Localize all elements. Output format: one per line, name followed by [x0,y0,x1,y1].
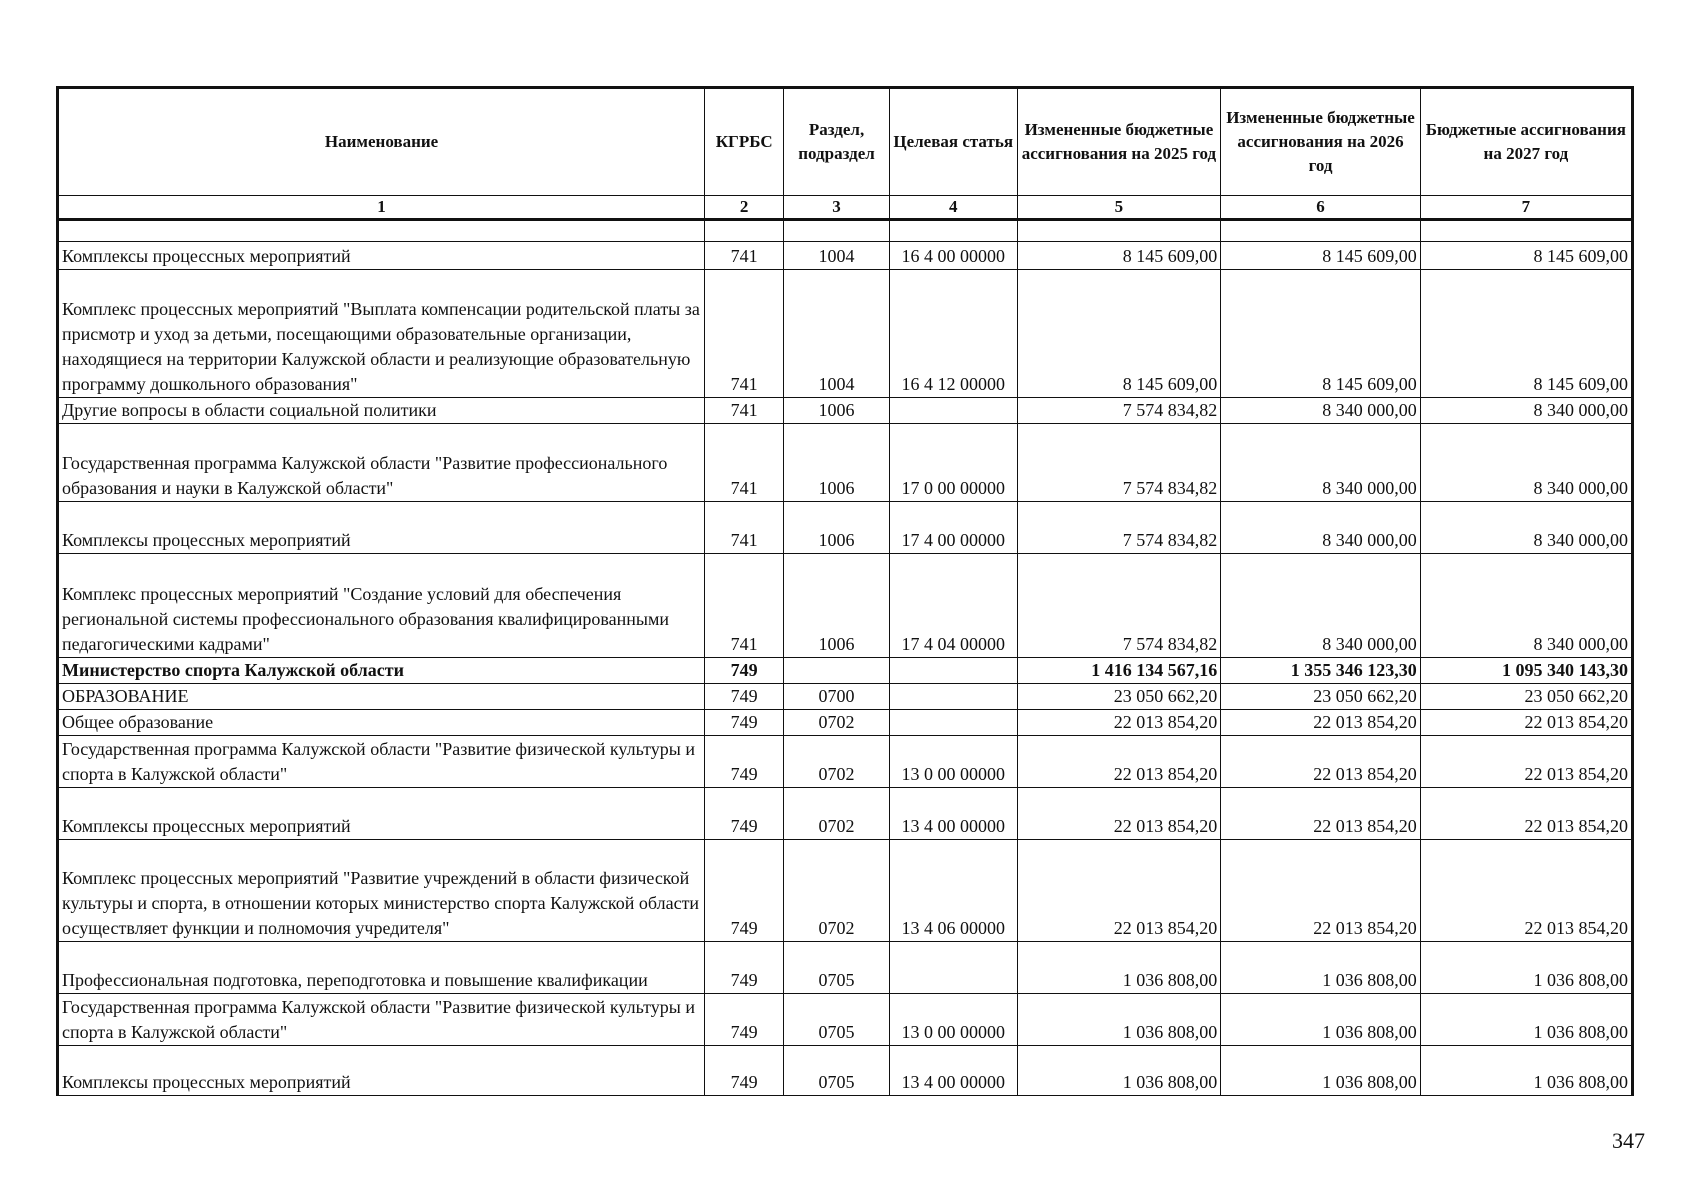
row-value-2025: 22 013 854,20 [1017,710,1221,736]
row-kgrbs: 749 [705,994,784,1046]
row-value-2026: 1 355 346 123,30 [1221,658,1421,684]
table-row [58,684,1633,710]
table-row [58,242,1633,270]
row-section: 0705 [784,994,890,1046]
table-row [58,424,1633,502]
row-name: Государственная программа Калужской области "Развитие физической культуры и спорта в Калужской области" [58,994,705,1046]
row-kgrbs: 741 [705,554,784,658]
row-target [889,658,1017,684]
row-name: Государственная программа Калужской области "Развитие профессионального образования и науки в Калужской области" [58,424,705,502]
col-number: 3 [784,196,890,220]
row-kgrbs: 741 [705,424,784,502]
row-value-2027: 8 340 000,00 [1420,424,1632,502]
col-number: 5 [1017,196,1221,220]
row-section: 1006 [784,554,890,658]
row-value-2026: 8 340 000,00 [1221,502,1421,554]
row-kgrbs: 749 [705,788,784,840]
col-number: 7 [1420,196,1632,220]
row-kgrbs: 741 [705,270,784,398]
row-value-2027: 23 050 662,20 [1420,684,1632,710]
row-kgrbs: 749 [705,658,784,684]
header-kgrbs: КГРБС [705,88,784,196]
row-value-2027: 1 036 808,00 [1420,994,1632,1046]
row-value-2027: 1 036 808,00 [1420,942,1632,994]
row-name: Комплексы процессных мероприятий [58,502,705,554]
header-target: Целевая статья [889,88,1017,196]
row-value-2026: 1 036 808,00 [1221,994,1421,1046]
row-value-2025: 1 036 808,00 [1017,942,1221,994]
table-row [58,942,1633,994]
spacer-row [58,220,1633,242]
table-row [58,788,1633,840]
row-section: 1004 [784,242,890,270]
row-value-2026: 8 145 609,00 [1221,242,1421,270]
row-target: 13 4 00 00000 [889,788,1017,840]
row-name: Комплекс процессных мероприятий "Развитие учреждений в области физической культуры и спорта, в отношении которых министерство спорта Калужской области осуществляет функции и полномочия учредителя" [58,840,705,942]
row-value-2025: 8 145 609,00 [1017,270,1221,398]
row-name: Комплексы процессных мероприятий [58,788,705,840]
row-target: 16 4 00 00000 [889,242,1017,270]
row-target [889,398,1017,424]
row-value-2027: 8 145 609,00 [1420,242,1632,270]
row-value-2025: 7 574 834,82 [1017,398,1221,424]
row-value-2027: 8 340 000,00 [1420,502,1632,554]
row-target: 13 4 00 00000 [889,1046,1017,1096]
row-target [889,942,1017,994]
row-section: 0702 [784,840,890,942]
row-target [889,684,1017,710]
row-name: ОБРАЗОВАНИЕ [58,684,705,710]
row-value-2027: 22 013 854,20 [1420,840,1632,942]
row-name: Комплекс процессных мероприятий "Создание условий для обеспечения региональной системы профессионального образования квалифицированными педагогическими кадрами" [58,554,705,658]
header-section: Раздел, подраздел [784,88,890,196]
col-number: 1 [58,196,705,220]
table-row [58,736,1633,788]
row-value-2027: 8 145 609,00 [1420,270,1632,398]
row-value-2026: 22 013 854,20 [1221,840,1421,942]
row-value-2025: 1 036 808,00 [1017,994,1221,1046]
header-2027: Бюджетные ассигнования на 2027 год [1420,88,1632,196]
row-value-2025: 7 574 834,82 [1017,554,1221,658]
row-kgrbs: 749 [705,1046,784,1096]
row-kgrbs: 749 [705,710,784,736]
row-value-2026: 22 013 854,20 [1221,788,1421,840]
row-section: 0702 [784,788,890,840]
table-row [58,502,1633,554]
row-section: 1006 [784,398,890,424]
row-value-2027: 22 013 854,20 [1420,736,1632,788]
row-section: 1004 [784,270,890,398]
row-value-2026: 8 340 000,00 [1221,424,1421,502]
row-section: 0700 [784,684,890,710]
row-name: Другие вопросы в области социальной политики [58,398,705,424]
row-kgrbs: 749 [705,942,784,994]
row-value-2027: 1 036 808,00 [1420,1046,1632,1096]
row-value-2027: 22 013 854,20 [1420,788,1632,840]
row-name: Профессиональная подготовка, переподготовка и повышение квалификации [58,942,705,994]
row-section: 1006 [784,502,890,554]
table-row [58,994,1633,1046]
header-2025: Измененные бюджетные ассигнования на 2025 год [1017,88,1221,196]
row-target: 13 0 00 00000 [889,994,1017,1046]
row-value-2025: 23 050 662,20 [1017,684,1221,710]
row-value-2025: 22 013 854,20 [1017,840,1221,942]
row-value-2026: 8 340 000,00 [1221,398,1421,424]
table-row [58,658,1633,684]
col-number: 6 [1221,196,1421,220]
table-row [58,270,1633,398]
row-section: 1006 [784,424,890,502]
row-target: 17 0 00 00000 [889,424,1017,502]
row-section [784,658,890,684]
row-value-2027: 8 340 000,00 [1420,398,1632,424]
row-target: 13 4 06 00000 [889,840,1017,942]
row-value-2025: 7 574 834,82 [1017,424,1221,502]
row-target: 17 4 04 00000 [889,554,1017,658]
row-name: Комплексы процессных мероприятий [58,242,705,270]
row-section: 0705 [784,942,890,994]
row-name: Министерство спорта Калужской области [58,658,705,684]
row-value-2025: 8 145 609,00 [1017,242,1221,270]
row-section: 0702 [784,736,890,788]
table-row [58,710,1633,736]
row-value-2025: 22 013 854,20 [1017,788,1221,840]
row-value-2026: 22 013 854,20 [1221,710,1421,736]
row-value-2025: 1 036 808,00 [1017,1046,1221,1096]
row-value-2025: 22 013 854,20 [1017,736,1221,788]
row-kgrbs: 749 [705,684,784,710]
row-name: Комплексы процессных мероприятий [58,1046,705,1096]
col-number: 4 [889,196,1017,220]
row-value-2025: 7 574 834,82 [1017,502,1221,554]
row-value-2026: 8 340 000,00 [1221,554,1421,658]
row-section: 0705 [784,1046,890,1096]
table-row [58,840,1633,942]
row-name: Государственная программа Калужской области "Развитие физической культуры и спорта в Калужской области" [58,736,705,788]
row-value-2025: 1 416 134 567,16 [1017,658,1221,684]
row-target [889,710,1017,736]
row-value-2027: 1 095 340 143,30 [1420,658,1632,684]
row-kgrbs: 741 [705,502,784,554]
row-value-2026: 22 013 854,20 [1221,736,1421,788]
row-kgrbs: 741 [705,398,784,424]
column-number-row [58,196,1633,220]
table-row [58,554,1633,658]
row-value-2027: 8 340 000,00 [1420,554,1632,658]
table-row [58,1046,1633,1096]
col-number: 2 [705,196,784,220]
row-name: Комплекс процессных мероприятий "Выплата компенсации родительской платы за присмотр и уход за детьми, посещающими образовательные организации, находящиеся на территории Калужской области и реализующие образовательную программу дошкольного образования" [58,270,705,398]
row-value-2026: 8 145 609,00 [1221,270,1421,398]
row-target: 16 4 12 00000 [889,270,1017,398]
row-kgrbs: 749 [705,840,784,942]
page-number: 347 [1612,1128,1645,1153]
row-section: 0702 [784,710,890,736]
budget-table [56,86,1634,1096]
row-target: 17 4 00 00000 [889,502,1017,554]
header-2026: Измененные бюджетные ассигнования на 2026 год [1221,88,1421,196]
row-target: 13 0 00 00000 [889,736,1017,788]
row-kgrbs: 741 [705,242,784,270]
budget-table-container [56,86,1634,1096]
row-value-2027: 22 013 854,20 [1420,710,1632,736]
row-value-2026: 23 050 662,20 [1221,684,1421,710]
row-value-2026: 1 036 808,00 [1221,942,1421,994]
row-name: Общее образование [58,710,705,736]
row-kgrbs: 749 [705,736,784,788]
row-value-2026: 1 036 808,00 [1221,1046,1421,1096]
header-name: Наименование [58,88,705,196]
table-row [58,398,1633,424]
table-header-row [58,88,1633,196]
